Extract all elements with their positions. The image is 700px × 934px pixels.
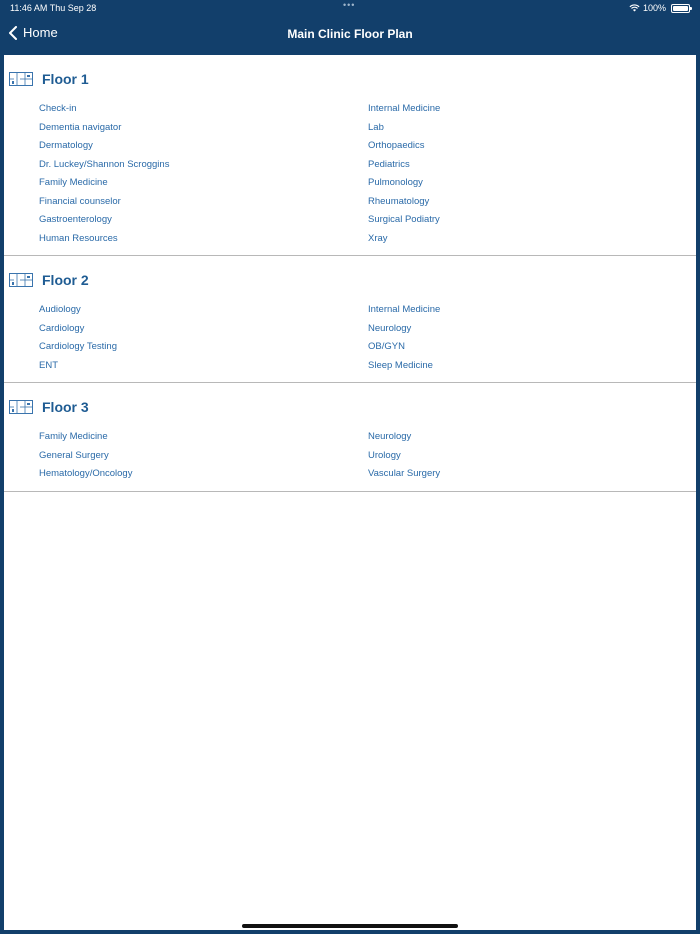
department-link[interactable]: OB/GYN xyxy=(368,341,405,352)
home-indicator[interactable] xyxy=(242,924,458,928)
department-link[interactable]: ENT xyxy=(39,359,58,371)
department-grid xyxy=(4,103,696,255)
department-link[interactable]: Orthopaedics xyxy=(368,140,425,151)
department-link[interactable]: Rheumatology xyxy=(368,195,430,207)
multitasking-dots[interactable]: ••• xyxy=(343,0,356,10)
department-link[interactable]: Audiology xyxy=(39,304,81,315)
battery-percent: 100% xyxy=(642,3,666,13)
department-link[interactable]: Check-in xyxy=(39,103,77,114)
department-link[interactable]: Urology xyxy=(368,449,401,461)
department-link[interactable]: Vascular Surgery xyxy=(368,468,441,479)
floorplan-icon xyxy=(9,72,33,86)
status-right xyxy=(629,3,690,13)
department-link[interactable]: Neurology xyxy=(368,322,412,334)
department-link[interactable]: Dr. Luckey/Shannon Scroggins xyxy=(39,158,170,170)
department-link[interactable]: Human Resources xyxy=(39,232,118,244)
department-grid xyxy=(4,431,696,491)
department-link[interactable]: Pediatrics xyxy=(368,158,410,170)
floorplan-icon xyxy=(9,273,33,287)
department-link[interactable]: Lab xyxy=(368,121,384,133)
floor-header xyxy=(4,55,696,103)
wifi-icon xyxy=(629,4,640,12)
floor-title: Floor 3 xyxy=(42,399,89,415)
status-time: 11:46 AM Thu Sep 28 xyxy=(10,3,97,13)
department-link[interactable]: Family Medicine xyxy=(39,177,108,188)
floor-section-2 xyxy=(4,256,696,383)
page-title: Main Clinic Floor Plan xyxy=(287,27,413,41)
floor-section-3 xyxy=(4,383,696,492)
navigation-bar xyxy=(0,16,700,54)
department-link[interactable]: Dementia navigator xyxy=(39,121,122,133)
status-bar xyxy=(0,0,700,16)
department-link[interactable]: Sleep Medicine xyxy=(368,359,433,371)
department-link[interactable]: Dermatology xyxy=(39,140,93,151)
floorplan-icon xyxy=(9,400,33,414)
department-link[interactable]: Internal Medicine xyxy=(368,103,441,114)
department-link[interactable]: Surgical Podiatry xyxy=(368,214,440,225)
department-link[interactable]: Financial counselor xyxy=(39,195,121,207)
department-link[interactable]: Family Medicine xyxy=(39,431,108,442)
department-link[interactable]: Cardiology Testing xyxy=(39,341,117,352)
department-link[interactable]: Hematology/Oncology xyxy=(39,468,133,479)
floor-title: Floor 2 xyxy=(42,272,89,288)
department-link[interactable]: Pulmonology xyxy=(368,177,423,188)
department-link[interactable]: Gastroenterology xyxy=(39,214,112,225)
floor-list xyxy=(4,55,696,930)
department-link[interactable]: Neurology xyxy=(368,431,412,442)
floor-title: Floor 1 xyxy=(42,71,89,87)
department-link[interactable]: General Surgery xyxy=(39,449,109,461)
department-link[interactable]: Cardiology xyxy=(39,322,85,334)
floor-header xyxy=(4,383,696,431)
department-grid xyxy=(4,304,696,382)
floor-section-1 xyxy=(4,55,696,256)
floor-header xyxy=(4,256,696,304)
department-link[interactable]: Xray xyxy=(368,232,388,244)
department-link[interactable]: Internal Medicine xyxy=(368,304,441,315)
back-button-label: Home xyxy=(23,25,58,40)
battery-icon xyxy=(671,4,690,13)
